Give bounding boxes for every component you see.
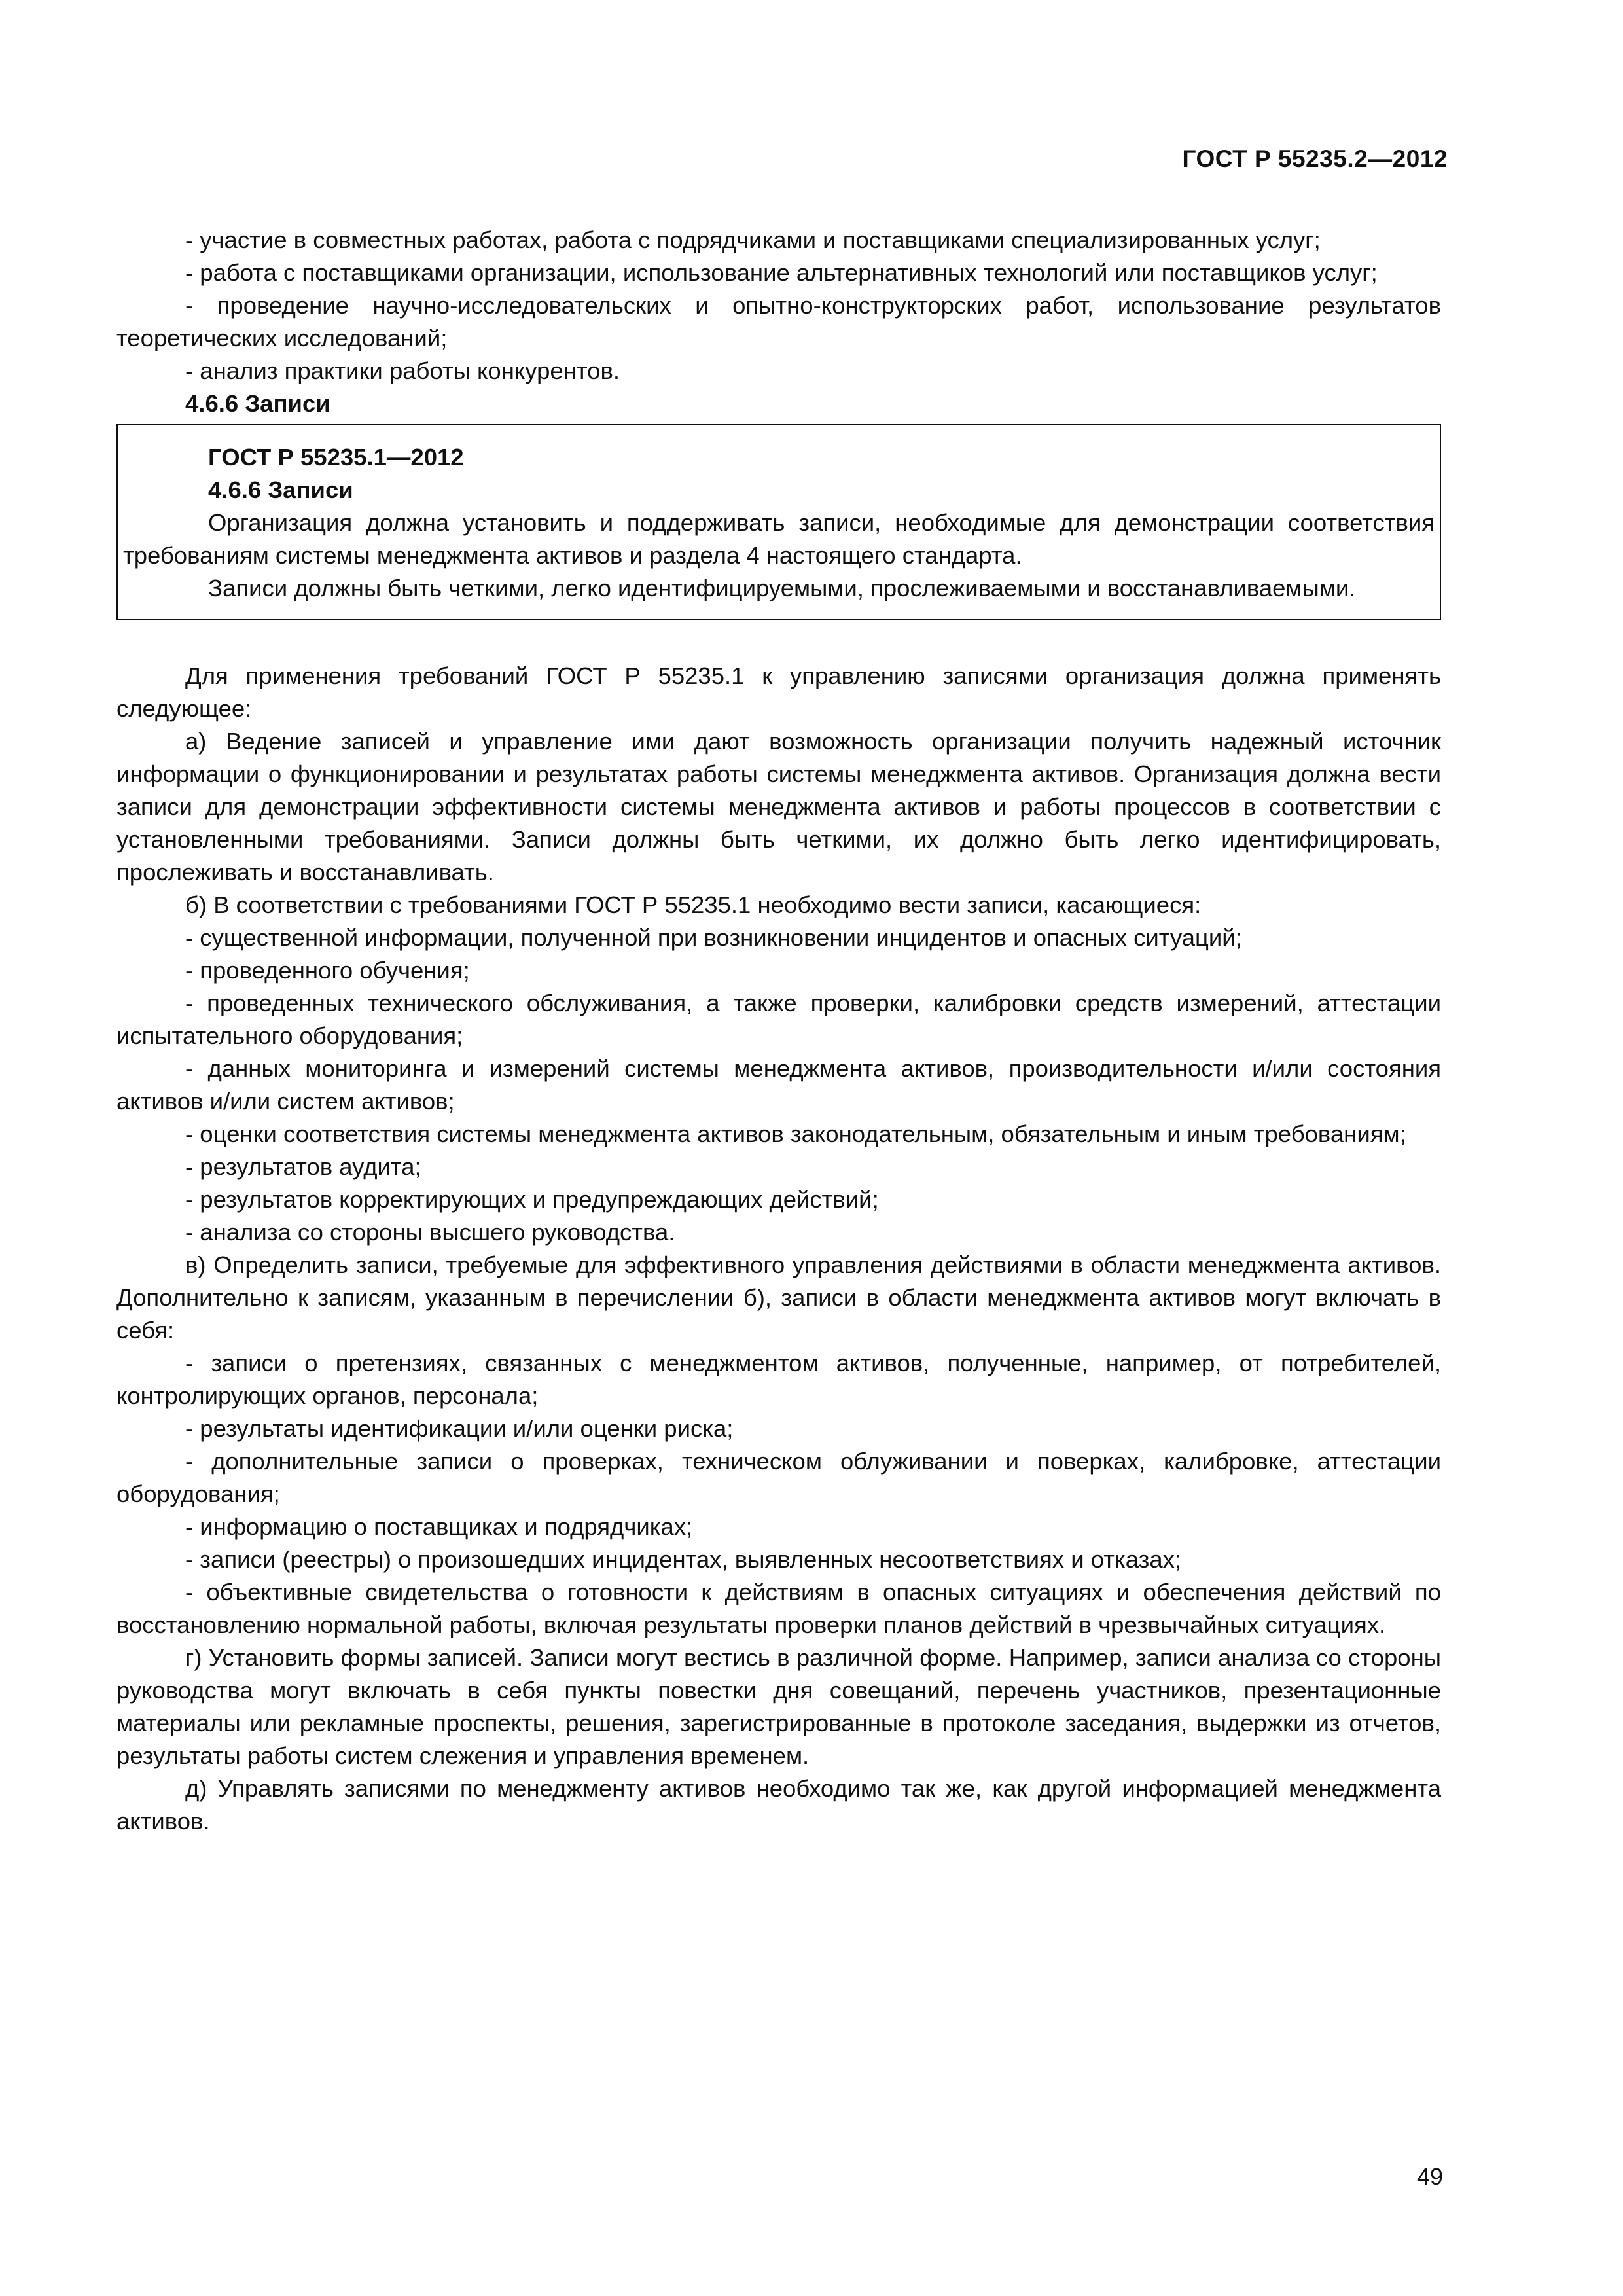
list-item: - записи о претензиях, связанных с менеджментом активов, полученные, например, от потребителей, контролирующих органов, персонала; bbox=[116, 1350, 1441, 1409]
page-content bbox=[116, 224, 1441, 1838]
intro-item: - анализ практики работы конкурентов. bbox=[185, 357, 620, 384]
quoted-standard-box bbox=[116, 424, 1441, 620]
list-item: - результатов аудита; bbox=[185, 1153, 421, 1180]
list-item: - существенной информации, полученной при возникновении инцидентов и опасных ситуаций; bbox=[185, 924, 1242, 951]
intro-item: - участие в совместных работах, работа с подрядчиками и поставщиками специализированных услуг; bbox=[185, 226, 1321, 253]
list-item: - информацию о поставщиках и подрядчиках; bbox=[185, 1513, 693, 1540]
intro-item: - проведение научно-исследовательских и опытно-конструкторских работ, использование результатов теоретических исследований; bbox=[116, 292, 1441, 351]
section-heading: 4.6.6 Записи bbox=[185, 390, 330, 417]
body-paragraph: а) Ведение записей и управление ими дают возможность организации получить надежный источник информации о функционировании и результатах работы системы менеджмента активов. Организация должна вести записи для демонстрации эффективности системы менеджмента активов и работы процессов в соответствии с установленными требованиями. Записи должны быть четкими, их должно быть легко идентифицировать, прослеживать и восстанавливать. bbox=[116, 728, 1441, 886]
list-item: - результатов корректирующих и предупреждающих действий; bbox=[185, 1186, 879, 1213]
page-number: 49 bbox=[1416, 2163, 1443, 2190]
quoted-standard-code: ГОСТ Р 55235.1—2012 bbox=[208, 444, 464, 471]
body-paragraph: в) Определить записи, требуемые для эффективного управления действиями в области менеджмента активов. Дополнительно к записям, указанным в перечислении б), записи в области менеджмента активов могут включать в себя: bbox=[116, 1251, 1441, 1344]
list-item: - записи (реестры) о произошедших инцидентах, выявленных несоответствиях и отказах; bbox=[185, 1546, 1182, 1573]
body-paragraph: г) Установить формы записей. Записи могут вестись в различной форме. Например, записи анализа со стороны руководства могут включать в себя пункты повестки дня совещаний, перечень участников, презентационные материалы или рекламные проспекты, решения, зарегистрированные в протоколе заседания, выдержки из отчетов, результаты работы систем слежения и управления временем. bbox=[116, 1644, 1441, 1769]
quoted-paragraph: Организация должна установить и поддерживать записи, необходимые для демонстрации соответствия требованиям системы менеджмента активов и раздела 4 настоящего стандарта. bbox=[123, 509, 1435, 569]
list-item: - результаты идентификации и/или оценки риска; bbox=[185, 1415, 734, 1442]
quoted-paragraph: Записи должны быть четкими, легко идентифицируемыми, прослеживаемыми и восстанавливаемыми. bbox=[208, 575, 1356, 601]
intro-item: - работа с поставщиками организации, использование альтернативных технологий или поставщиков услуг; bbox=[185, 259, 1378, 286]
document-code-header: ГОСТ Р 55235.2—2012 bbox=[1182, 145, 1448, 172]
list-item: - дополнительные записи о проверках, техническом облуживании и поверках, калибровке, аттестации оборудования; bbox=[116, 1448, 1441, 1507]
list-item: - проведенных технического обслуживания, а также проверки, калибровки средств измерений, аттестации испытательного оборудования; bbox=[116, 990, 1441, 1049]
body-paragraph: б) В соответствии с требованиями ГОСТ Р 55235.1 необходимо вести записи, касающиеся: bbox=[185, 891, 1202, 918]
list-item: - анализа со стороны высшего руководства. bbox=[185, 1219, 675, 1246]
spacer bbox=[116, 620, 1441, 660]
list-item: - оценки соответствия системы менеджмента активов законодательным, обязательным и иным требованиям; bbox=[185, 1121, 1406, 1147]
body-paragraph: Для применения требований ГОСТ Р 55235.1 к управлению записями организация должна применять следующее: bbox=[116, 662, 1441, 722]
list-item: - объективные свидетельства о готовности к действиям в опасных ситуациях и обеспечения действий по восстановлению нормальной работы, включая результаты проверки планов действий в чрезвычайных ситуациях. bbox=[116, 1579, 1441, 1638]
quoted-section-heading: 4.6.6 Записи bbox=[208, 476, 353, 503]
list-item: - данных мониторинга и измерений системы менеджмента активов, производительности и/или состояния активов и/или систем активов; bbox=[116, 1055, 1441, 1115]
body-paragraph: д) Управлять записями по менеджменту активов необходимо так же, как другой информацией менеджмента активов. bbox=[116, 1775, 1441, 1835]
list-item: - проведенного обучения; bbox=[185, 957, 470, 984]
